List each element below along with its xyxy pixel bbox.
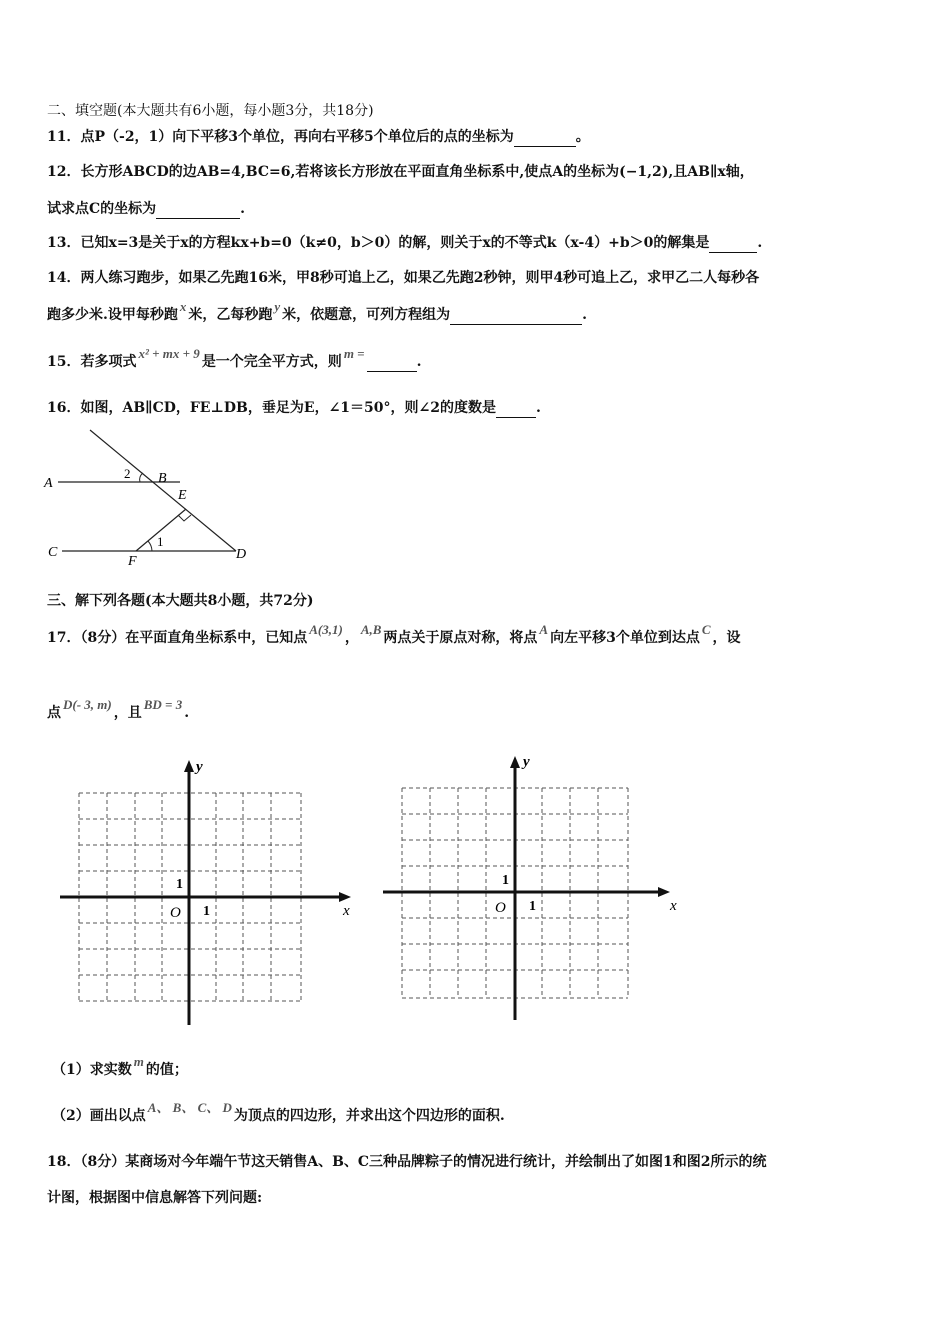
answer-blank-12[interactable] [156,204,240,219]
math-y: y [274,299,281,314]
math-m: m [133,1054,144,1069]
math-polynomial: x² + mx + 9 [138,346,200,361]
question-16: 16．如图，AB∥CD，FE⊥DB，垂足为E，∠1＝50°，则∠2的度数是 . [47,400,541,416]
answer-blank-15[interactable] [367,357,417,372]
section3-heading: 三、解下列各题(本大题共8小题，共72分) [47,593,314,609]
line-db [90,430,236,551]
axis-y-label-2: y [523,754,530,770]
question-15: 15．若多项式x² + mx + 9是一个完全平方式，则m =. [47,346,422,370]
question-13: 13．已知x=3是关于x的方程kx+b=0（k≠0，b＞0）的解，则关于x的不等式k（x-4）+b＞0的解集是 . [47,235,763,251]
figure-16-parallel-lines [40,425,260,570]
math-points-abcd: A、 B、 C、 D [147,1100,232,1115]
answer-blank-11[interactable] [514,132,576,147]
label-a: A [44,476,53,491]
label-d: D [236,547,247,562]
question-12-line2: 试求点C的坐标为 . [47,201,246,217]
question-18-line2: 计图，根据图中信息解答下列问题: [47,1190,263,1206]
question-17-line2: 点D(- 3, m)，且BD = 3. [47,697,190,721]
answer-blank-16[interactable] [496,403,536,418]
y-arrow-1 [184,760,194,772]
y-arrow-2 [510,756,520,768]
math-bd: BD = 3 [143,697,183,712]
label-f: F [128,554,137,569]
coordinate-grid-1 [55,755,365,1030]
unit-y-label-1: 1 [176,877,183,892]
answer-blank-14[interactable] [450,310,582,325]
angle-1-arc [148,541,152,551]
unit-x-label-1: 1 [203,904,210,919]
x-arrow-2 [658,887,670,897]
question-17-part2: （2）画出以点A、 B、 C、 D为顶点的四边形，并求出这个四边形的面积. [52,1100,505,1124]
question-18-line1: 18．（8分）某商场对今年端午节这天销售A、B、C三种品牌粽子的情况进行统计，并绘制出了如图1和图2所示的统 [47,1154,767,1170]
axis-x-label-1: x [343,903,350,919]
origin-label-1: O [170,905,181,921]
question-14-line2: 跑多少米.设甲每秒跑x米，乙每秒跑y米，依题意，可列方程组为 . [47,299,588,323]
question-12-line1: 12．长方形ABCD的边AB=4,BC=6,若将该长方形放在平面直角坐标系中,使点A的坐标为(−1,2),且AB∥x轴， [47,164,754,180]
question-17-line1: 17．（8分）在平面直角坐标系中，已知点A(3,1)，A,B两点关于原点对称，将点A向左平移3个单位到达点C，设 [47,622,741,646]
angle-2-arc [140,473,143,482]
unit-y-label-2: 1 [502,873,509,888]
axis-y-label-1: y [196,759,203,775]
math-points-ab: A,B [360,622,382,637]
label-angle-2: 2 [124,466,131,481]
question-14-line1: 14．两人练习跑步，如果乙先跑16米，甲8秒可追上乙，如果乙先跑2秒钟，则甲4秒可追上乙，求甲乙二人每秒各 [47,270,760,286]
answer-blank-13[interactable] [709,238,757,253]
axis-x-label-2: x [670,898,677,914]
unit-x-label-2: 1 [529,899,536,914]
math-point-a: A(3,1) [309,622,343,637]
label-b: B [158,471,167,486]
coordinate-grid-2 [380,748,690,1023]
section2-heading: 二、填空题(本大题共有6小题，每小题3分，共18分) [47,103,374,119]
label-e: E [178,488,187,503]
label-angle-1: 1 [157,534,164,549]
question-11: 11．点P（-2，1）向下平移3个单位，再向右平移5个单位后的点的坐标为 。 [47,129,590,145]
math-point-a2: A [539,622,549,637]
math-x: x [179,299,187,314]
question-17-part1: （1）求实数m的值； [52,1054,188,1078]
right-angle-mark [178,515,191,521]
math-point-d: D(- 3, m) [63,697,112,712]
label-c: C [48,545,58,560]
math-m-equals: m = [343,346,365,361]
x-arrow-1 [339,892,351,902]
origin-label-2: O [495,900,506,916]
math-point-c: C [701,622,711,637]
